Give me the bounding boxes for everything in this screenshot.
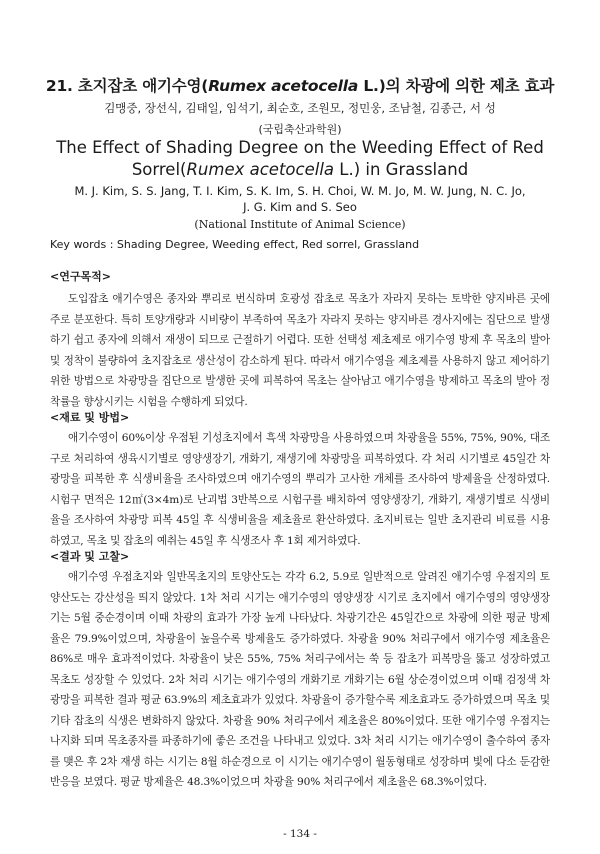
section-heading-objective: <연구목적> bbox=[50, 270, 111, 283]
title-korean-scientific-name: Rumex acetocella bbox=[208, 77, 359, 95]
title-english-line2 bbox=[0, 159, 600, 181]
title-english bbox=[0, 137, 600, 181]
title-korean-suffix: L.)의 차광에 의한 제초 효과 bbox=[358, 77, 555, 95]
authors-korean: 김맹중, 장선식, 김태일, 임석기, 최순호, 조원모, 정민웅, 조남철, 김종근, 서 성 bbox=[104, 101, 496, 115]
title-english-line1: The Effect of Shading Degree on the Weeding Effect of Red bbox=[56, 138, 544, 157]
section-body-results: 애기수영 우점초지와 일반목초지의 토양산도는 각각 6.2, 5.9로 일반적으로 알려진 애기수영 우점지의 토양산도는 강산성을 띄지 않았다. 1차 처리 시기는 애기수영의 영양생장 시기로 초지에서 애기수영의 영양생장기는 5월 중순경이며 이때 차광의 효과가 가장 높게 나타났다. 차광기간은 45일간으로 차광에 의한 평균 방제율은 79.9%이었으며, 차광율이 높을수록 방제율도 증가하였다. 차광율 90% 처리구에서 애기수영 제초율은 86%로 매우 효과적이었다. 차광율이 낮은 55%, 75% 처리구에서는 쑥 등 잡초가 피복망을 뚫고 성장하였고 목초도 성장할 수 있었다. 2차 처리 시기는 애기수영의 개화기로 개화기는 6월 상순경이었으며 이때 검정색 차광망을 피복한 결과 평균 63.9%의 제초효과가 있었다. 차광율이 증가할수록 제초효과도 증가하였으며 목초 및 기타 잡초의 식생은 변화하지 않았다. 차광율 90% 처리구에서 제초율은 80%이었다. 또한 애기수영 우점지는 나지화 되며 목초종자를 파종하기에 좋은 조건을 나타내고 있었다. 3차 처리 시기는 애기수영이 출수하여 종자를 맺은 후 2차 재생 하는 시기는 8월 하순경으로 이 시기는 애기수영이 월동형태로 성장하며 빛에 다소 둔감한 반응을 보였다. 평균 방제율은 48.3%이었으며 차광율 90% 처리구에서 제초율은 68.3%이었다. bbox=[50, 571, 550, 788]
authors-english-line1: M. J. Kim, S. S. Jang, T. I. Kim, S. K. Im, S. H. Choi, W. M. Jo, M. W. Jung, N. C. Jo, bbox=[74, 184, 526, 198]
title-english-scientific-name: Rumex acetocella bbox=[186, 160, 335, 179]
section-heading-methods: <재료 및 방법> bbox=[50, 411, 130, 424]
section-heading-results: <결과 및 고찰> bbox=[50, 550, 130, 563]
title-english-line2-suffix: L.) in Grassland bbox=[334, 160, 469, 179]
authors-english bbox=[0, 183, 600, 215]
title-korean bbox=[0, 74, 600, 96]
institute-korean: (국립축산과학원) bbox=[258, 123, 342, 136]
keywords: Key words : Shading Degree, Weeding effect, Red sorrel, Grassland bbox=[50, 238, 420, 251]
section-body-objective: 도입잡초 애기수영은 종자와 뿌리로 번식하며 호광성 잡초로 목초가 자라지 못하는 토박한 양지바른 곳에 주로 분포한다. 특히 토양개량과 시비량이 부족하여 목초가 자라지 못하는 양지바른 경사지에는 집단으로 발생하기 쉽고 종자에 의해서 재생이 되므로 근절하기 어렵다. 또한 선택성 제초제로 애기수영 방제 후 목초의 발아 및 정착이 불량하여 초지잡초로 생산성이 감소하게 된다. 따라서 애기수영을 제초제를 사용하지 않고 제어하기 위한 방법으로 차광망을 집단으로 발생한 곳에 피복하여 목초는 살아남고 애기수영을 방제하고 목초의 발아 정착률을 향상시키는 시험을 수행하게 되었다. bbox=[50, 293, 550, 408]
authors-english-line2: J. G. Kim and S. Seo bbox=[243, 200, 357, 214]
institute-english: (National Institute of Animal Science) bbox=[194, 218, 406, 231]
title-english-line2-prefix: Sorrel( bbox=[131, 160, 187, 179]
title-korean-prefix: 21. 초지잡초 애기수영( bbox=[45, 77, 209, 95]
page-number: - 134 - bbox=[283, 828, 317, 840]
section-body-methods: 애기수영이 60%이상 우점된 기성초지에서 흑색 차광망을 사용하였으며 차광율을 55%, 75%, 90%, 대조구로 처리하여 생육시기별로 영양생장기, 개화기, 재생기에 차광망을 피복하였다. 각 처리 시기별로 45일간 차광망을 피복한 후 식생비율을 조사하였으며 애기수영의 뿌리가 고사한 개체를 조사하여 방제율을 산정하였다. 시험구 면적은 12㎡(3×4m)로 난괴법 3반복으로 시험구를 배치하여 영양생장기, 개화기, 재생기별로 식생비율을 조사하여 차광망 피복 45일 후 식생비율을 제초율로 환산하였다. 초지비료는 일반 초지관리 비료를 시용하였고, 목초 및 잡초의 예취는 45일 후 식생조사 후 1회 제거하였다. bbox=[50, 432, 550, 547]
